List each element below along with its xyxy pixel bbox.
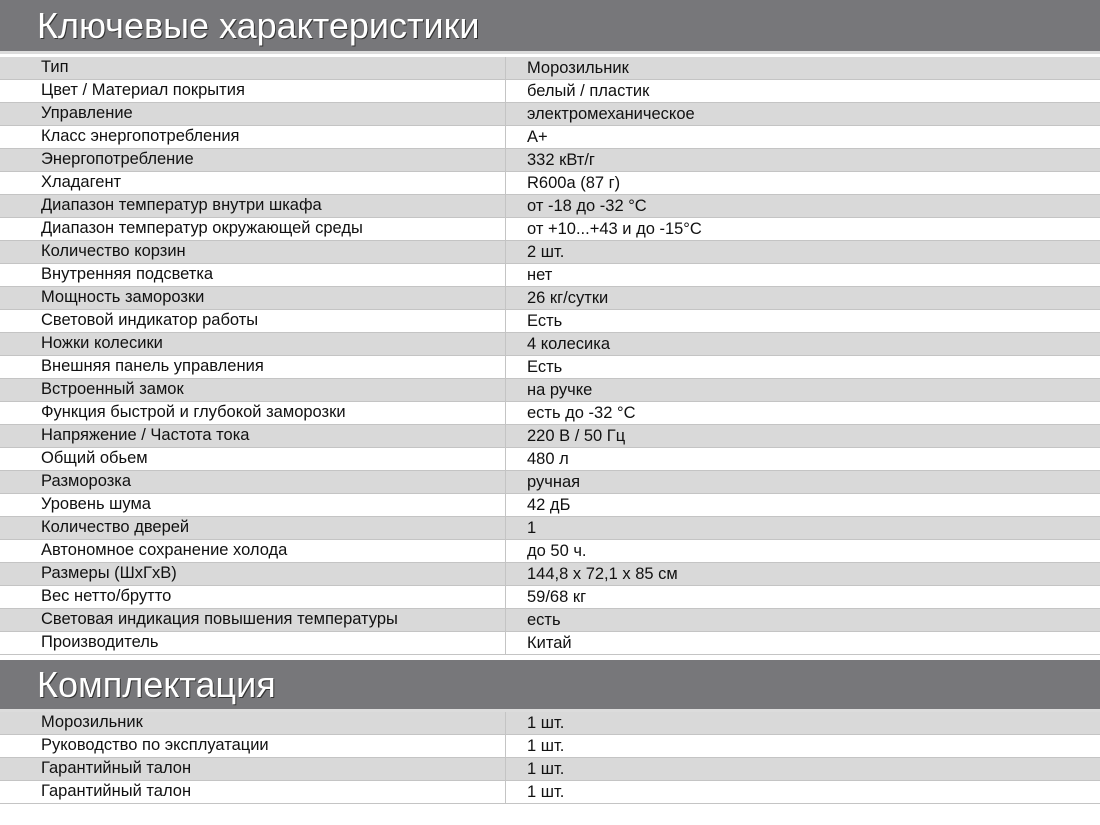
column-divider (505, 517, 506, 539)
spec-row (0, 80, 1100, 103)
column-divider (505, 195, 506, 217)
row-label: Гарантийный талон (41, 782, 192, 800)
specs-table (0, 57, 1100, 655)
row-label: Напряжение / Частота тока (41, 426, 250, 444)
row-value: A+ (527, 128, 548, 146)
row-value: Есть (527, 312, 563, 330)
row-value: ручная (527, 473, 581, 491)
spec-row (0, 195, 1100, 218)
row-value: 1 шт. (527, 737, 565, 755)
column-divider (505, 494, 506, 516)
kit-row (0, 712, 1100, 735)
row-value: 1 шт. (527, 783, 565, 801)
row-label: Встроенный замок (41, 380, 184, 398)
row-value: R600a (87 г) (527, 174, 621, 192)
row-value: на ручке (527, 381, 593, 399)
spec-row (0, 471, 1100, 494)
spec-row (0, 632, 1100, 655)
spec-row (0, 448, 1100, 471)
kit-section-title: Комплектация (37, 663, 276, 705)
spec-row (0, 586, 1100, 609)
row-label: Энергопотребление (41, 150, 194, 168)
spec-row (0, 149, 1100, 172)
row-label: Внутренняя подсветка (41, 265, 214, 283)
kit-table (0, 712, 1100, 804)
column-divider (505, 310, 506, 332)
row-label: Класс энергопотребления (41, 127, 240, 145)
column-divider (505, 356, 506, 378)
column-divider (505, 80, 506, 102)
kit-row (0, 758, 1100, 781)
row-label: Ножки колесики (41, 334, 163, 352)
row-label: Световая индикация повышения температуры (41, 610, 398, 628)
spec-row (0, 379, 1100, 402)
kit-section-header (0, 660, 1100, 712)
column-divider (505, 379, 506, 401)
row-value: электромеханическое (527, 105, 695, 123)
row-label: Мощность заморозки (41, 288, 205, 306)
column-divider (505, 172, 506, 194)
row-value: от -18 до -32 °C (527, 197, 647, 215)
row-value: Китай (527, 634, 572, 652)
row-value: 42 дБ (527, 496, 571, 514)
row-value: 1 шт. (527, 714, 565, 732)
row-value: Есть (527, 358, 563, 376)
row-value: 1 шт. (527, 760, 565, 778)
column-divider (505, 471, 506, 493)
column-divider (505, 712, 506, 734)
row-value: 144,8 х 72,1 х 85 см (527, 565, 678, 583)
spec-row (0, 172, 1100, 195)
spec-row (0, 563, 1100, 586)
column-divider (505, 563, 506, 585)
row-value: белый / пластик (527, 82, 650, 100)
kit-row (0, 781, 1100, 804)
row-value: есть (527, 611, 561, 629)
spec-row (0, 333, 1100, 356)
row-label: Внешняя панель управления (41, 357, 264, 375)
row-label: Диапазон температур внутри шкафа (41, 196, 322, 214)
row-value: нет (527, 266, 553, 284)
row-label: Автономное сохранение холода (41, 541, 288, 559)
column-divider (505, 758, 506, 780)
column-divider (505, 609, 506, 631)
row-label: Размеры (ШхГхВ) (41, 564, 177, 582)
spec-row (0, 241, 1100, 264)
row-value: 480 л (527, 450, 569, 468)
row-label: Количество корзин (41, 242, 186, 260)
row-value: 26 кг/сутки (527, 289, 609, 307)
column-divider (505, 632, 506, 654)
specs-section-header (0, 0, 1100, 54)
row-label: Руководство по эксплуатации (41, 736, 269, 754)
spec-row (0, 103, 1100, 126)
column-divider (505, 264, 506, 286)
column-divider (505, 735, 506, 757)
row-value: 2 шт. (527, 243, 565, 261)
row-value: есть до -32 °C (527, 404, 636, 422)
row-label: Морозильник (41, 713, 143, 731)
spec-row (0, 287, 1100, 310)
column-divider (505, 103, 506, 125)
row-label: Диапазон температур окружающей среды (41, 219, 363, 237)
column-divider (505, 781, 506, 803)
row-value: 1 (527, 519, 537, 537)
column-divider (505, 425, 506, 447)
row-label: Тип (41, 58, 69, 76)
column-divider (505, 57, 506, 79)
row-label: Функция быстрой и глубокой заморозки (41, 403, 346, 421)
spec-row (0, 264, 1100, 287)
row-value: от +10...+43 и до -15°C (527, 220, 702, 238)
spec-row (0, 494, 1100, 517)
spec-row (0, 609, 1100, 632)
spec-row (0, 425, 1100, 448)
specs-section-title: Ключевые характеристики (37, 4, 480, 46)
row-label: Управление (41, 104, 133, 122)
column-divider (505, 402, 506, 424)
spec-row (0, 218, 1100, 241)
spec-row (0, 402, 1100, 425)
row-label: Разморозка (41, 472, 132, 490)
row-value: 59/68 кг (527, 588, 587, 606)
row-label: Хладагент (41, 173, 122, 191)
row-value: 332 кВт/г (527, 151, 595, 169)
row-value: до 50 ч. (527, 542, 587, 560)
spec-row (0, 517, 1100, 540)
row-value: 220 В / 50 Гц (527, 427, 626, 445)
column-divider (505, 540, 506, 562)
column-divider (505, 333, 506, 355)
spec-row (0, 540, 1100, 563)
row-label: Общий обьем (41, 449, 148, 467)
spec-row (0, 356, 1100, 379)
row-label: Производитель (41, 633, 159, 651)
column-divider (505, 126, 506, 148)
row-label: Вес нетто/брутто (41, 587, 172, 605)
spec-row (0, 126, 1100, 149)
row-label: Уровень шума (41, 495, 151, 513)
column-divider (505, 586, 506, 608)
column-divider (505, 149, 506, 171)
column-divider (505, 241, 506, 263)
spec-row (0, 57, 1100, 80)
column-divider (505, 448, 506, 470)
row-value: 4 колесика (527, 335, 611, 353)
column-divider (505, 218, 506, 240)
row-label: Количество дверей (41, 518, 190, 536)
row-label: Световой индикатор работы (41, 311, 259, 329)
kit-row (0, 735, 1100, 758)
row-label: Цвет / Материал покрытия (41, 81, 245, 99)
row-label: Гарантийный талон (41, 759, 192, 777)
column-divider (505, 287, 506, 309)
row-value: Морозильник (527, 59, 629, 77)
spec-row (0, 310, 1100, 333)
